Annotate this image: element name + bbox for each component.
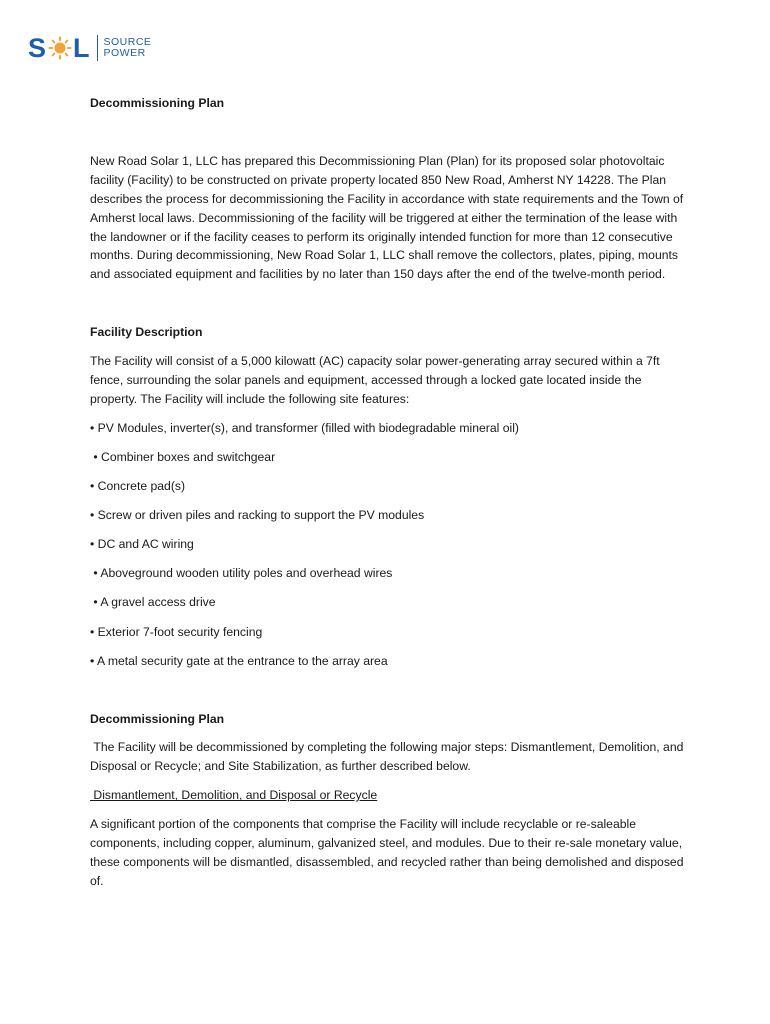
plan-heading: Decommissioning Plan (90, 711, 225, 726)
facility-paragraph: The Facility will consist of a 5,000 kilowatt (AC) capacity solar power-generating array secured within a 7ft fence, surrounding the solar panels and equipment, accessed through a locked gate located inside the property. The Facility will include the following site features: (90, 354, 660, 406)
plan-paragraph: The Facility will be decommissioned by completing the following major steps: Dismantlement, Demolition, and Disposal or Recycle; and Site Stabilization, as further described below. (90, 740, 687, 774)
list-item: • Combiner boxes and switchgear (90, 449, 276, 464)
sun-icon (48, 36, 72, 60)
logo-sol: S L (28, 32, 91, 63)
intro-paragraph: New Road Solar 1, LLC has prepared this Decommissioning Plan (Plan) for its proposed solar photovoltaic facility (Facility) to be constructed on private property located 850 New Road, Amherst NY 14228. The Plan describes the process for decommissioning the Facility in accordance with state requirements and the Town of Amherst local laws. Decommissioning of the facility will be triggered at either the termination of the lease with the landowner or if the facility ceases to perform its originally intended function for more than 12 consecutive months. During decommissioning, New Road Solar 1, LLC shall remove the collectors, plates, piping, mounts and associated equipment and facilities by no later than 150 days after the end of the twelve-month period. (90, 153, 684, 282)
list-item: • A gravel access drive (90, 595, 216, 610)
list-item: • Aboveground wooden utility poles and overhead wires (90, 566, 393, 581)
list-item: • Screw or driven piles and racking to support the PV modules (90, 508, 425, 523)
document-body (90, 94, 690, 891)
logo-divider (97, 35, 98, 61)
list-item: • DC and AC wiring (90, 537, 194, 552)
recycle-paragraph: A significant portion of the components that comprise the Facility will include recyclable or re-saleable components, including copper, aluminum, galvanized steel, and modules. Due to their re-sale monetary value, these components will be dismantled, disassembled, and recycled rather than being demolished and disposed of. (90, 817, 684, 888)
feature-list (90, 419, 690, 671)
list-item: • Exterior 7-foot security fencing (90, 624, 263, 639)
logo-word-power: POWER (103, 47, 146, 59)
list-item: • A metal security gate at the entrance to the array area (90, 653, 388, 668)
dismantlement-subheading: Dismantlement, Demolition, and Disposal or Recycle (90, 788, 378, 803)
list-item: • Concrete pad(s) (90, 479, 186, 494)
document-title: Decommissioning Plan (90, 96, 225, 110)
logo-wordmark (104, 37, 152, 59)
list-item: • PV Modules, inverter(s), and transformer (filled with biodegradable mineral oil) (90, 420, 519, 435)
company-logo (28, 32, 151, 64)
logo-word-source: SOURCE (103, 36, 152, 48)
facility-heading: Facility Description (90, 325, 203, 340)
